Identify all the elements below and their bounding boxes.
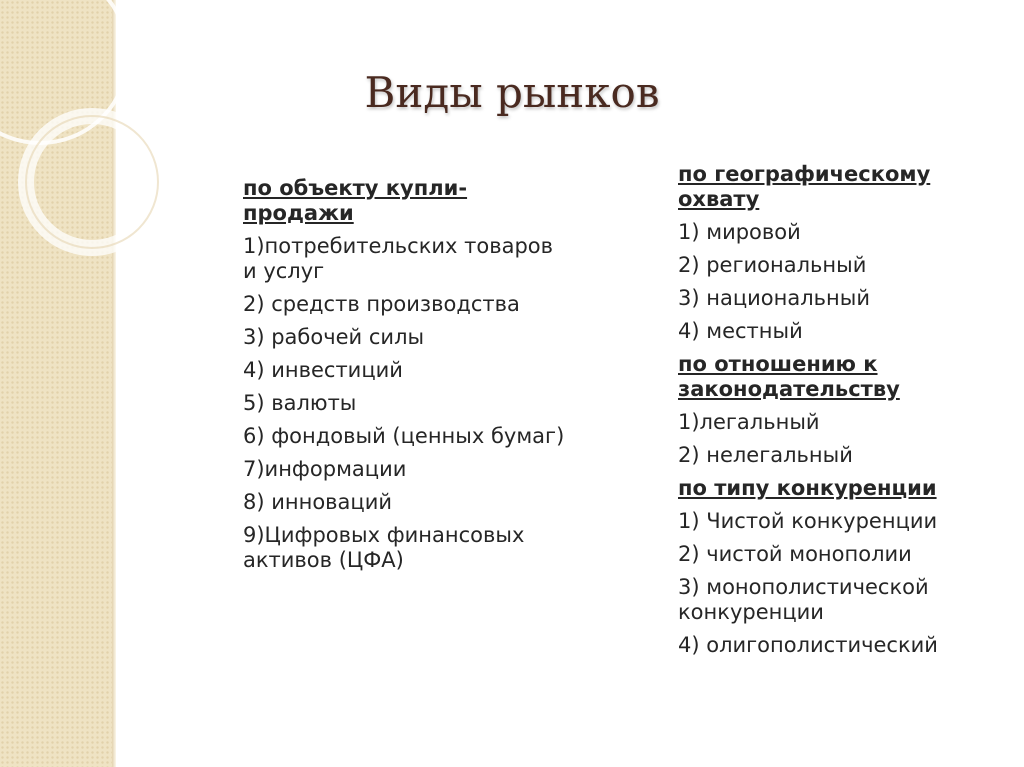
section-heading-geography: по географическому охвату	[678, 162, 931, 211]
list-item: 1) Чистой конкуренции	[678, 509, 938, 533]
list-item: 2) средств производства	[243, 292, 520, 316]
list-item: 6) фондовый (ценных бумаг)	[243, 424, 565, 448]
list-item: 8) инноваций	[243, 490, 393, 514]
right-column	[678, 162, 998, 666]
left-column	[243, 176, 573, 581]
list-item: 4) олигополистический	[678, 633, 938, 657]
list-item: 5) валюты	[243, 391, 357, 415]
decorative-rings	[0, 0, 200, 290]
list-item: 9)Цифровых финансовых активов (ЦФА)	[243, 523, 525, 572]
list-item: 2) чистой монополии	[678, 542, 912, 566]
section-heading-legislation: по отношению к законодательству	[678, 352, 900, 401]
list-item: 1) мировой	[678, 220, 801, 244]
list-item: 3) монополистической конкуренции	[678, 575, 929, 624]
left-column-heading: по объекту купли-продажи	[243, 176, 468, 225]
list-item: 7)информации	[243, 457, 407, 481]
list-item: 2) региональный	[678, 253, 867, 277]
list-item: 3) национальный	[678, 286, 870, 310]
list-item: 4) инвестиций	[243, 358, 403, 382]
list-item: 1)потребительских товаров и услуг	[243, 234, 554, 283]
list-item: 3) рабочей силы	[243, 325, 425, 349]
list-item: 2) нелегальный	[678, 443, 853, 467]
list-item: 4) местный	[678, 319, 803, 343]
list-item: 1)легальный	[678, 410, 820, 434]
section-heading-competition: по типу конкуренции	[678, 476, 937, 500]
slide-title: Виды рынков	[364, 68, 660, 117]
